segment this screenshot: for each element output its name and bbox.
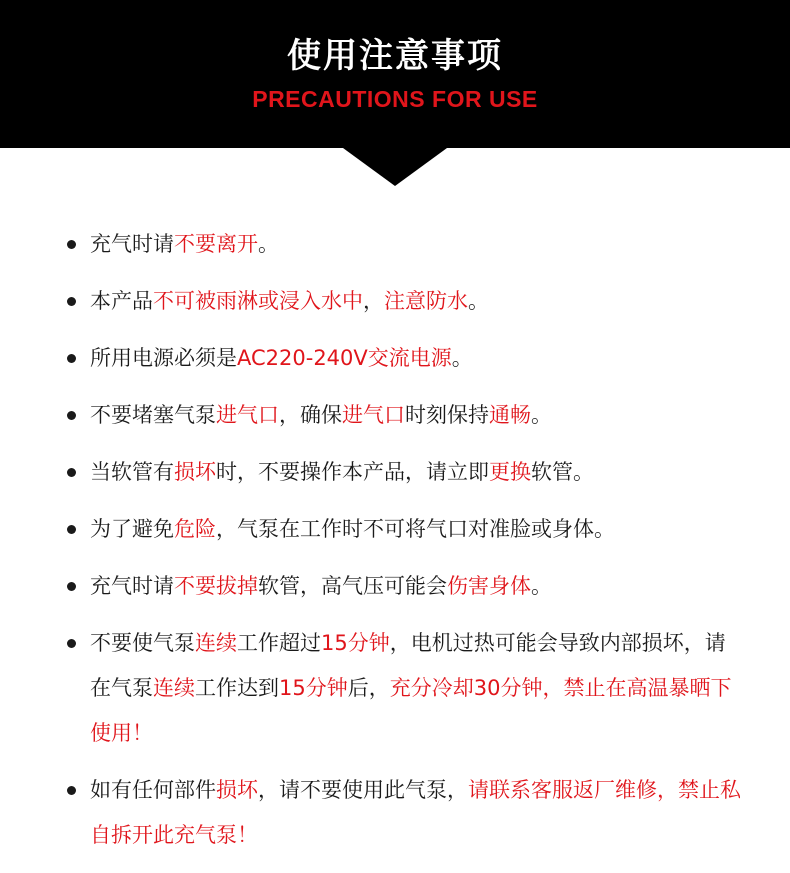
body-text: 。 <box>531 574 552 598</box>
body-text: 本产品 <box>90 289 153 313</box>
bullet-dot-icon <box>67 582 76 591</box>
bullet-dot-icon <box>67 786 76 795</box>
highlighted-text: 15分钟 <box>321 631 390 655</box>
body-text: 软管，高气压可能会 <box>258 574 447 598</box>
body-text: ，气泵在工作时不可将气口对准脸或身体。 <box>216 517 615 541</box>
precaution-item <box>64 450 744 495</box>
body-text: ，确保 <box>279 403 342 427</box>
precaution-item <box>64 222 744 267</box>
precaution-item <box>64 336 744 381</box>
body-text: 充气时请 <box>90 232 174 256</box>
body-text: 时刻保持 <box>405 403 489 427</box>
body-text: 工作达到 <box>195 676 279 700</box>
precaution-item <box>64 621 744 756</box>
body-text: 时，不要操作本产品，请立即 <box>216 460 489 484</box>
body-text: 。 <box>451 346 473 370</box>
header-banner <box>0 0 790 148</box>
page-subtitle: PRECAUTIONS FOR USE <box>252 86 538 112</box>
bullet-dot-icon <box>67 525 76 534</box>
highlighted-text: AC220-240V交流电源 <box>237 346 452 370</box>
precaution-item <box>64 564 744 609</box>
bullet-dot-icon <box>67 240 76 249</box>
highlighted-text: 损坏 <box>174 460 216 484</box>
highlighted-text: 连续 <box>153 676 195 700</box>
header-notch <box>343 148 447 186</box>
body-text: ，请不要使用此气泵， <box>258 778 468 802</box>
precaution-list <box>64 222 744 870</box>
body-text: 为了避免 <box>90 517 174 541</box>
highlighted-text: 损坏 <box>216 778 258 802</box>
highlighted-text: 充分冷却30分钟，禁止在高温暴晒下使用！ <box>90 676 732 745</box>
precaution-item <box>64 393 744 438</box>
body-text: 当软管有 <box>90 460 174 484</box>
body-text: 软管。 <box>531 460 594 484</box>
highlighted-text: 连续 <box>195 631 237 655</box>
highlighted-text: 进气口 <box>216 403 279 427</box>
body-text: 。 <box>531 403 552 427</box>
highlighted-text: 伤害身体 <box>447 574 531 598</box>
body-text: 充气时请 <box>90 574 174 598</box>
highlighted-text: 进气口 <box>342 403 405 427</box>
highlighted-text: 更换 <box>489 460 531 484</box>
body-text: 如有任何部件 <box>90 778 216 802</box>
body-text: 。 <box>258 232 279 256</box>
highlighted-text: 不要离开 <box>174 232 258 256</box>
body-text: 。 <box>468 289 489 313</box>
body-text: ，电机过热可能会导致内部损坏，请在气泵 <box>90 631 726 700</box>
highlighted-text: 危险 <box>174 517 216 541</box>
bullet-dot-icon <box>67 411 76 420</box>
body-text: 不要堵塞气泵 <box>90 403 216 427</box>
bullet-dot-icon <box>67 639 76 648</box>
highlighted-text: 注意防水 <box>384 289 468 313</box>
bullet-dot-icon <box>67 297 76 306</box>
page-title: 使用注意事项 <box>287 36 503 76</box>
body-text: 工作超过 <box>237 631 321 655</box>
body-text: ， <box>363 289 384 313</box>
precaution-item <box>64 768 744 858</box>
highlighted-text: 通畅 <box>489 403 531 427</box>
precaution-item <box>64 279 744 324</box>
body-text: 后， <box>347 676 390 700</box>
highlighted-text: 请联系客服返厂维修，禁止私自拆开此充气泵！ <box>90 778 741 847</box>
highlighted-text: 不可被雨淋或浸入水中 <box>153 289 363 313</box>
body-text: 不要使气泵 <box>90 631 195 655</box>
body-text: 所用电源必须是 <box>90 346 237 370</box>
bullet-dot-icon <box>67 354 76 363</box>
highlighted-text: 不要拔掉 <box>174 574 258 598</box>
precaution-item <box>64 507 744 552</box>
bullet-dot-icon <box>67 468 76 477</box>
highlighted-text: 15分钟 <box>279 676 348 700</box>
